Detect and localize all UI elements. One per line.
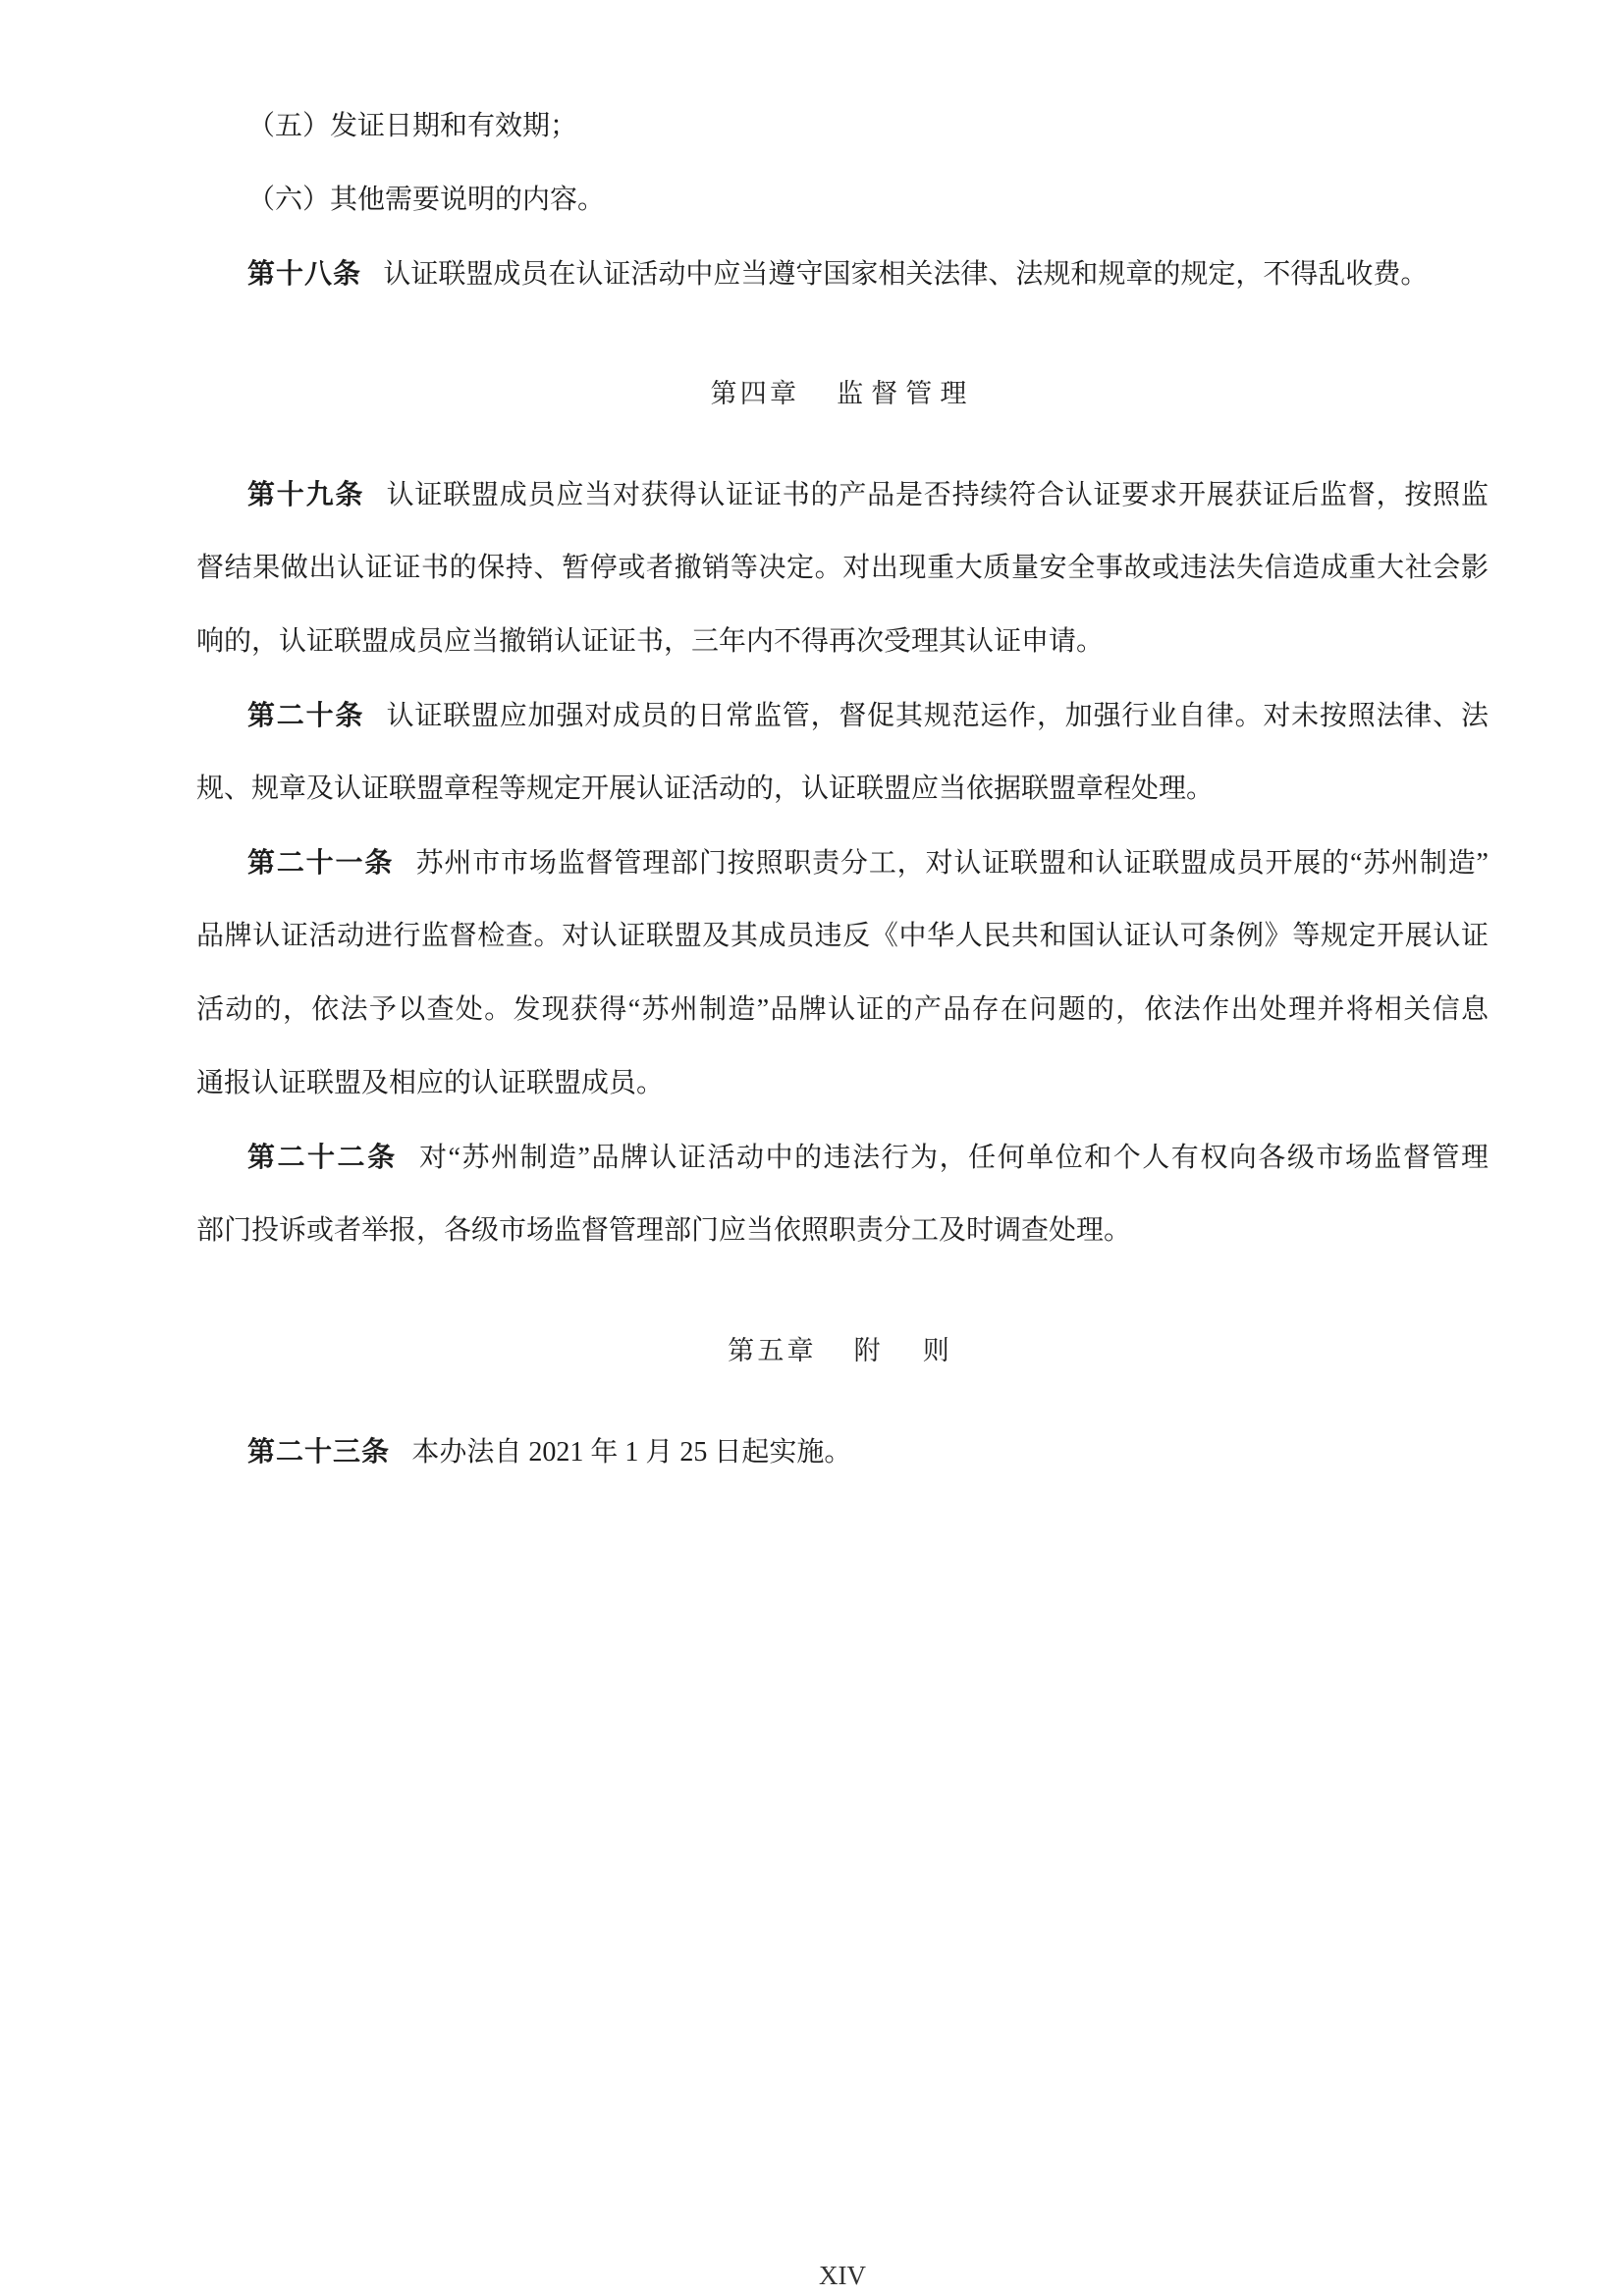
- article-19-number: 第十九条: [247, 479, 365, 509]
- article-20-number: 第二十条: [247, 700, 365, 730]
- article-18-text: 认证联盟成员在认证活动中应当遵守国家相关法律、法规和规章的规定，不得乱收费。: [383, 259, 1429, 290]
- article-23-number: 第二十三条: [247, 1436, 391, 1467]
- article-21-text-1: 苏州市市场监督管理部门按照职责分工，对认证联盟和认证联盟成员开展的“苏州制造”: [415, 848, 1489, 879]
- article-22-number: 第二十二条: [247, 1142, 398, 1172]
- article-19-line-1: [196, 457, 1489, 531]
- article-21-number: 第二十一条: [247, 847, 395, 878]
- chapter-4-number: 第四章: [710, 379, 800, 408]
- chapter-4-heading: [196, 357, 1489, 431]
- article-21-line-3: 活动的，依法予以查处。发现获得“苏州制造”品牌认证的产品存在问题的，依法作出处理并将相关信息: [196, 994, 1489, 1025]
- chapter-5-title: 附 则: [853, 1336, 957, 1365]
- page-number: XIV: [819, 2261, 866, 2290]
- article-22-line-2: 部门投诉或者举报，各级市场监督管理部门应当依照职责分工及时调查处理。: [196, 1215, 1132, 1246]
- article-18-line-1: [196, 237, 1489, 310]
- article-18-number: 第十八条: [247, 258, 362, 289]
- article-19-line-2: 督结果做出认证证书的保持、暂停或者撤销等决定。对出现重大质量安全事故或违法失信造成重大社会影: [196, 553, 1489, 583]
- article-23-line-1: [196, 1415, 1489, 1488]
- article-21-line-1: [196, 826, 1489, 899]
- chapter-4-title: 监督管理: [837, 379, 975, 408]
- chapter-5-heading: [196, 1314, 1489, 1388]
- document-content: [196, 89, 1489, 1488]
- article-22-line-1: [196, 1120, 1489, 1194]
- chapter-5-number: 第五章: [728, 1336, 817, 1365]
- article-19-line-3: 响的，认证联盟成员应当撤销认证证书，三年内不得再次受理其认证申请。: [196, 626, 1105, 657]
- article-20-line-2: 规、规章及认证联盟章程等规定开展认证活动的，认证联盟应当依据联盟章程处理。: [196, 774, 1215, 804]
- article-21-line-4: 通报认证联盟及相应的认证联盟成员。: [196, 1068, 665, 1098]
- article-20-text-1: 认证联盟应加强对成员的日常监管，督促其规范运作，加强行业自律。对未按照法律、法: [386, 701, 1489, 731]
- article-23-text: 本办法自 2021 年 1 月 25 日起实施。: [411, 1437, 852, 1468]
- article-19-text-1: 认证联盟成员应当对获得认证证书的产品是否持续符合认证要求开展获证后监督，按照监: [386, 480, 1489, 510]
- article-20-line-1: [196, 678, 1489, 752]
- list-item-five: （五）发证日期和有效期；: [247, 111, 578, 141]
- list-item-six: （六）其他需要说明的内容。: [247, 185, 606, 215]
- article-22-text-1: 对“苏州制造”品牌认证活动中的违法行为，任何单位和个人有权向各级市场监督管理: [418, 1143, 1489, 1173]
- article-21-line-2: 品牌认证活动进行监督检查。对认证联盟及其成员违反《中华人民共和国认证认可条例》等规定开展认证: [196, 921, 1489, 951]
